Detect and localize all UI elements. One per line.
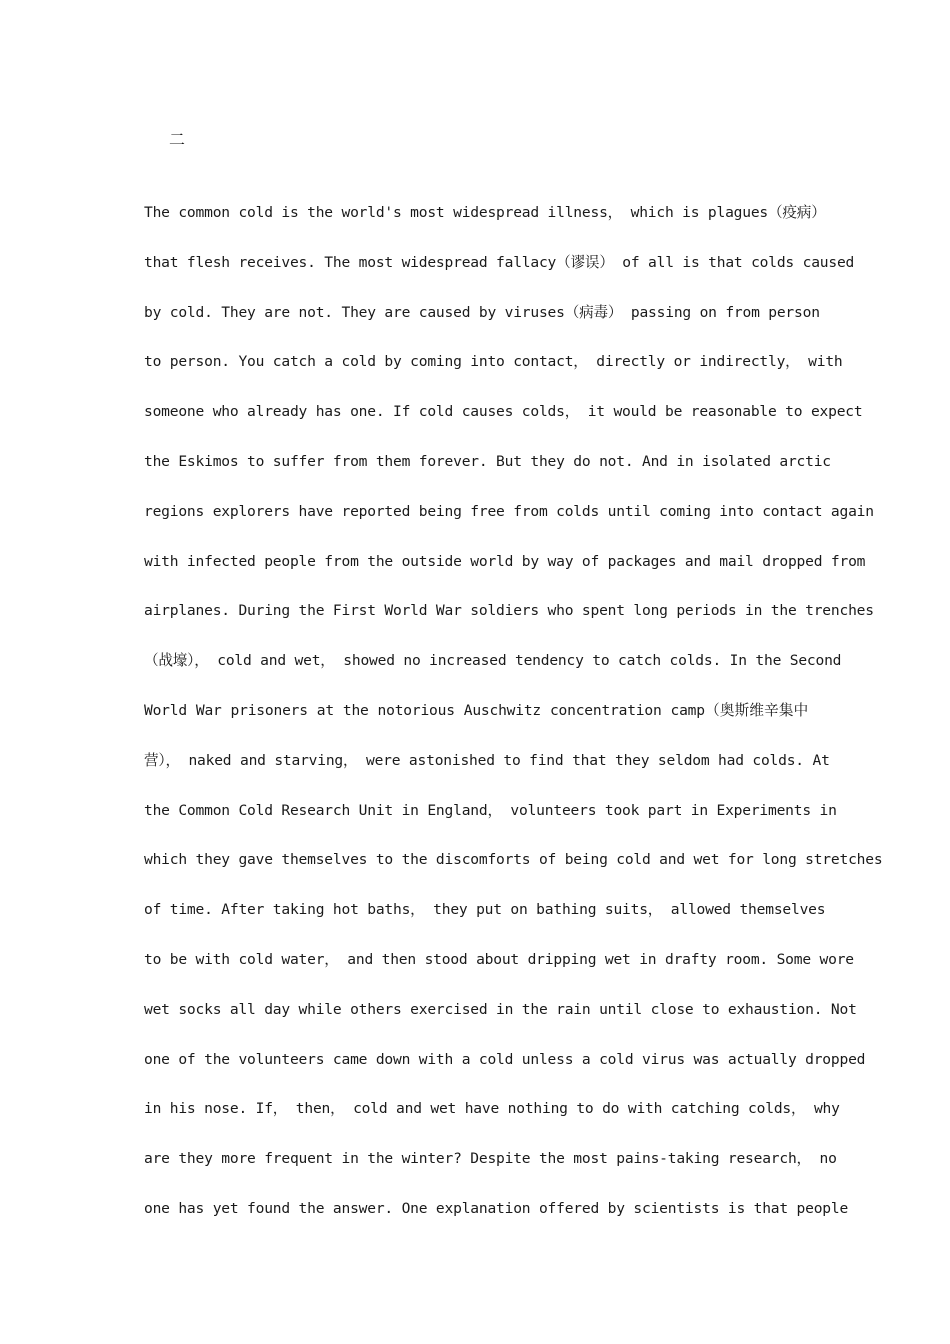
paragraph-line: to be with cold water， and then stood about dripping wet in drafty room. Some wore: [144, 950, 854, 968]
paragraph-line: which they gave themselves to the discomforts of being cold and wet for long stretches: [144, 851, 883, 869]
paragraph-line: the Common Cold Research Unit in England， volunteers took part in Experiments in: [144, 801, 837, 819]
section-number: 二: [169, 130, 186, 149]
paragraph-line: regions explorers have reported being free from colds until coming into contact again: [144, 502, 874, 520]
paragraph-line: The common cold is the world's most widespread illness， which is plagues（疫病）: [144, 204, 826, 221]
paragraph-line: are they more frequent in the winter? Despite the most pains-taking research， no: [144, 1150, 837, 1168]
paragraph-line: of time. After taking hot baths， they put on bathing suits， allowed themselves: [144, 901, 826, 919]
paragraph-line: with infected people from the outside world by way of packages and mail dropped from: [144, 552, 866, 570]
paragraph-line: airplanes. During the First World War soldiers who spent long periods in the trenches: [144, 602, 874, 620]
paragraph-line: someone who already has one. If cold causes colds， it would be reasonable to expect: [144, 403, 863, 421]
paragraph-line: 营）， naked and starving， were astonished to find that they seldom had colds. At: [144, 751, 830, 769]
paragraph-line: that flesh receives. The most widespread fallacy（谬误） of all is that colds caused: [144, 253, 855, 271]
paragraph-line: one has yet found the answer. One explanation offered by scientists is that people: [144, 1199, 849, 1217]
paragraph-line: the Eskimos to suffer from them forever. But they do not. And in isolated arctic: [144, 452, 831, 470]
body-paragraph: [144, 200, 883, 1246]
paragraph-line: by cold. They are not. They are caused by viruses（病毒） passing on from person: [144, 303, 820, 321]
paragraph-line: one of the volunteers came down with a cold unless a cold virus was actually dropped: [144, 1050, 866, 1068]
paragraph-line: （战壕）， cold and wet， showed no increased tendency to catch colds. In the Second: [144, 652, 842, 670]
paragraph-line: to person. You catch a cold by coming into contact， directly or indirectly， with: [144, 353, 843, 371]
paragraph-line: in his nose. If， then， cold and wet have nothing to do with catching colds， why: [144, 1100, 840, 1118]
paragraph-line: wet socks all day while others exercised in the rain until close to exhaustion. Not: [144, 1000, 857, 1018]
paragraph-line: World War prisoners at the notorious Auschwitz concentration camp（奥斯维辛集中: [144, 701, 808, 719]
